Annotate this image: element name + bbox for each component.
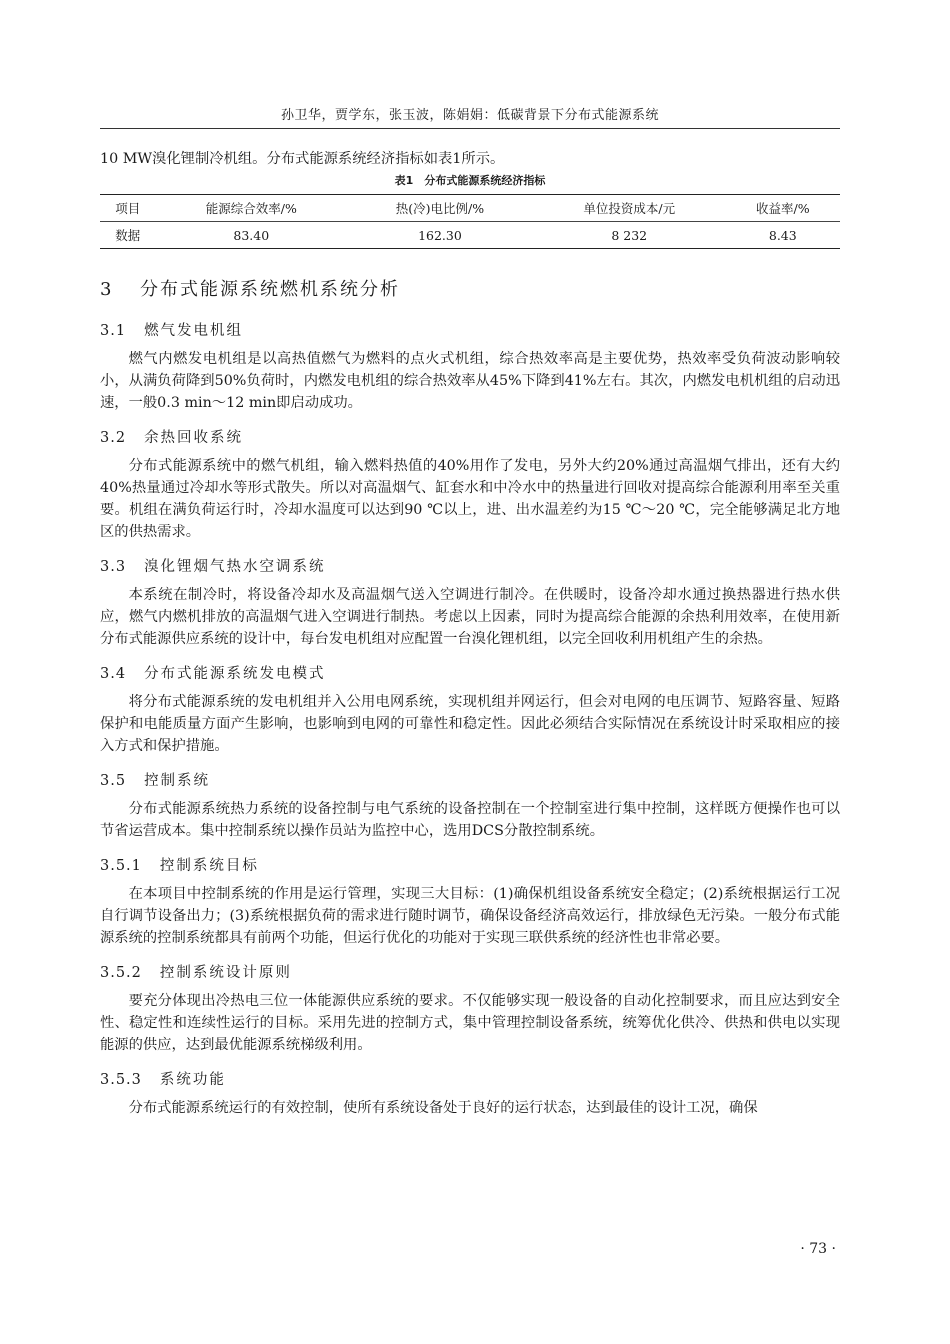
- table-header-cell: 单位投资成本/元: [583, 201, 676, 216]
- subsection-title: 系统功能: [159, 1072, 226, 1088]
- table-header-row: [100, 195, 840, 222]
- subsection-heading-3-5-2: [100, 961, 840, 982]
- table-header-cell: 项目: [115, 201, 141, 216]
- table-cell: 162.30: [418, 227, 462, 243]
- subsection-number: 3.5: [100, 773, 127, 789]
- subsection-number: 3.5.2: [100, 965, 142, 981]
- table-header-cell: 能源综合效率/%: [205, 201, 297, 216]
- running-header: 孙卫华，贾学东，张玉波，陈娟娟：低碳背景下分布式能源系统: [100, 104, 840, 129]
- table-cell: 8.43: [768, 227, 797, 243]
- article-body: [100, 148, 840, 1119]
- paragraph-3-5-1: 在本项目中控制系统的作用是运行管理，实现三大目标：(1)确保机组设备系统安全稳定；(2)系统根据运行工况自行调节设备出力；(3)系统根据负荷的需求进行随时调节，确保设备经济高效运行，排放绿色无污染。一般分布式能源系统的控制系统都具有前两个功能，但运行优化的功能对于实现三联供系统的经济性也非常必要。: [100, 886, 840, 946]
- economic-indicators-table: [100, 194, 840, 249]
- table-header-cell: 收益率/%: [756, 201, 810, 216]
- table-cell: 数据: [115, 228, 141, 243]
- paragraph-3-5-3: 分布式能源系统运行的有效控制，使所有系统设备处于良好的运行状态，达到最佳的设计工况，确保: [128, 1100, 758, 1116]
- subsection-title: 控制系统设计原则: [159, 965, 292, 981]
- subsection-heading-3-4: [100, 662, 840, 683]
- subsection-heading-3-5-1: [100, 854, 840, 875]
- section-title: 分布式能源系统燃机系统分析: [140, 279, 400, 300]
- subsection-number: 3.3: [100, 559, 127, 575]
- paragraph-3-2: 分布式能源系统中的燃气机组，输入燃料热值的40%用作了发电，另外大约20%通过高温烟气排出，还有大约40%热量通过冷却水等形式散失。所以对高温烟气、缸套水和中冷水中的热量进行回收对提高综合能源利用率至关重要。机组在满负荷运行时，冷却水温度可以达到90 ℃以上，进、出水温差约为15 ℃～20 ℃，完全能够满足北方地区的供热需求。: [100, 458, 840, 540]
- subsection-title: 控制系统: [144, 773, 211, 789]
- table-caption: 表1 分布式能源系统经济指标: [394, 174, 546, 187]
- subsection-number: 3.2: [100, 430, 127, 446]
- table-cell: 83.40: [233, 227, 270, 243]
- subsection-heading-3-5-3: [100, 1068, 840, 1089]
- paragraph-3-4: 将分布式能源系统的发电机组并入公用电网系统，实现机组并网运行，但会对电网的电压调节、短路容量、短路保护和电能质量方面产生影响，也影响到电网的可靠性和稳定性。因此必须结合实际情况在系统设计时采取相应的接入方式和保护措施。: [100, 694, 840, 754]
- subsection-title: 控制系统目标: [159, 858, 259, 874]
- paragraph-3-3: 本系统在制冷时，将设备冷却水及高温烟气送入空调进行制冷。在供暖时，设备冷却水通过换热器进行热水供应，燃气内燃机排放的高温烟气进入空调进行制热。考虑以上因素，同时为提高综合能源的余热利用效率，在使用新分布式能源供应系统的设计中，每台发电机组对应配置一台溴化锂机组，以完全回收利用机组产生的余热。: [100, 587, 840, 647]
- page-number: · 73 ·: [800, 1241, 836, 1257]
- paragraph-3-5-2: 要充分体现出冷热电三位一体能源供应系统的要求。不仅能够实现一般设备的自动化控制要求，而且应达到安全性、稳定性和连续性运行的目标。采用先进的控制方式，集中管理控制设备系统，统筹优化供冷、供热和供电以实现能源的供应，达到最优能源系统梯级利用。: [100, 993, 840, 1053]
- intro-paragraph: 10 MW溴化锂制冷机组。分布式能源系统经济指标如表1所示。: [100, 151, 505, 167]
- subsection-heading-3-5: [100, 769, 840, 790]
- table-row: [100, 222, 840, 249]
- subsection-number: 3.5.1: [100, 858, 142, 874]
- paragraph-3-5: 分布式能源系统热力系统的设备控制与电气系统的设备控制在一个控制室进行集中控制，这样既方便操作也可以节省运营成本。集中控制系统以操作员站为监控中心，选用DCS分散控制系统。: [100, 801, 840, 839]
- section-number: 3: [100, 279, 114, 300]
- subsection-number: 3.4: [100, 666, 127, 682]
- subsection-heading-3-1: [100, 319, 840, 340]
- subsection-number: 3.1: [100, 323, 127, 339]
- subsection-heading-3-3: [100, 555, 840, 576]
- subsection-title: 燃气发电机组: [144, 323, 244, 339]
- subsection-number: 3.5.3: [100, 1072, 142, 1088]
- table-header-cell: 热(冷)电比例/%: [395, 201, 485, 216]
- table-cell: 8 232: [611, 227, 648, 243]
- section-heading-3: [100, 275, 840, 301]
- subsection-heading-3-2: [100, 426, 840, 447]
- subsection-title: 分布式能源系统发电模式: [144, 666, 326, 682]
- subsection-title: 溴化锂烟气热水空调系统: [144, 559, 326, 575]
- paragraph-3-1: 燃气内燃发电机组是以高热值燃气为燃料的点火式机组，综合热效率高是主要优势，热效率受负荷波动影响较小，从满负荷降到50%负荷时，内燃发电机组的综合热效率从45%下降到41%左右。其次，内燃发电机机组的启动迅速，一般0.3 min～12 min即启动成功。: [100, 351, 840, 411]
- subsection-title: 余热回收系统: [144, 430, 244, 446]
